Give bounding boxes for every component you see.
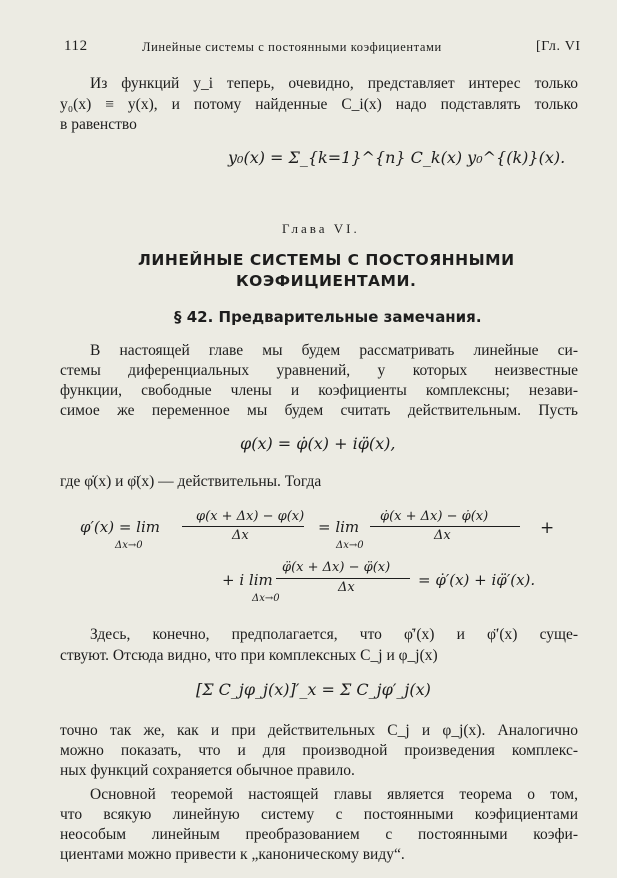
frac3-denominator: Δx — [338, 580, 355, 595]
limit-subscript-3: Δx→0 — [252, 593, 280, 604]
para1-line-1: В настоящей главе мы будем рассматривать линейные си- — [90, 342, 578, 359]
section-title: § 42. Предварительные замечания. — [174, 308, 482, 326]
frac2-denominator: Δx — [434, 528, 451, 543]
para1-line-2: стемы диференциальных уравнений, у которых неизвестные — [60, 362, 578, 379]
page-number: 112 — [64, 38, 88, 54]
para3-line-1: точно так же, как и при действительных C_j и φ_j(x). Аналогично — [60, 722, 578, 739]
frac2-numerator: φ̇(x + Δx) − φ̇(x) — [380, 509, 489, 524]
derivative-line2-prefix: + i lim — [222, 571, 273, 589]
derivative-lhs: φ′(x) = lim — [80, 518, 160, 536]
para1-line-3: функции, свободные члены и коэфициенты комплексны; незави- — [60, 382, 578, 399]
para4-line-1: Основной теоремой настоящей главы является теорема о том, — [90, 786, 578, 803]
para1-after: где φ̇(x) и φ̈(x) — действительны. Тогда — [60, 473, 322, 490]
frac1-bar — [182, 526, 304, 527]
para4-line-4: циентами можно привести к „каноническому виду“. — [60, 846, 405, 863]
para1-line-4: симое же переменное мы будем считать действительным. Пусть — [60, 402, 578, 419]
chapter-reference: [Гл. VI — [536, 39, 581, 54]
para4-line-2: что всякую линейную систему с постоянными коэфициентами — [60, 806, 578, 823]
frac3-bar — [276, 578, 410, 579]
intro-line-2: y₀(x) ≡ y(x), и потому найденные C_i(x) надо подставлять только — [60, 96, 578, 113]
frac3-numerator: φ̈(x + Δx) − φ̈(x) — [282, 560, 391, 575]
phi-decomposition-formula: φ(x) = φ̇(x) + iφ̈(x), — [240, 434, 396, 453]
frac1-numerator: φ(x + Δx) − φ(x) — [196, 509, 305, 524]
para3-line-3: ных функций сохраняется обычное правило. — [60, 762, 355, 779]
limit-subscript-2: Δx→0 — [336, 540, 364, 551]
chapter-label: Глава VI. — [282, 221, 360, 236]
frac1-denominator: Δx — [232, 528, 249, 543]
running-title: Линейные системы с постоянными коэфициентами — [142, 40, 442, 54]
frac2-bar — [370, 526, 520, 527]
chapter-title-line-1: ЛИНЕЙНЫЕ СИСТЕМЫ С ПОСТОЯННЫМИ — [138, 251, 515, 269]
intro-line-3: в равенство — [60, 116, 137, 133]
sum-derivative-formula: [Σ C_jφ_j(x)]′_x = Σ C_jφ′_j(x) — [196, 680, 431, 699]
chapter-title-line-2: КОЭФИЦИЕНТАМИ. — [236, 272, 417, 290]
intro-line-1: Из функций y_i теперь, очевидно, представляет интерес только — [90, 75, 578, 92]
intro-formula: y₀(x) = Σ_{k=1}^{n} C_k(x) y₀^{(k)}(x). — [228, 148, 566, 167]
derivative-rhs: = φ̇′(x) + iφ̈′(x). — [418, 571, 536, 589]
para3-line-2: можно показать, что и для производной произведения комплекс- — [60, 742, 578, 759]
para2-line-2: ствуют. Отсюда видно, что при комплексных C_j и φ_j(x) — [60, 647, 438, 664]
limit-subscript-1: Δx→0 — [115, 540, 143, 551]
para2-line-1: Здесь, конечно, предполагается, что φ̇′(x) и φ̈′(x) суще- — [90, 626, 578, 643]
book-page: 112 Линейные системы с постоянными коэфициентами [Гл. VI Из функций y_i теперь, очевидно, представляет интерес только y₀(x) ≡ y(x), и потому найденные C_i(x) надо подставлять только в равенство y₀(x) = Σ_{k=1}^{n} C_k(x) y₀^{(k)}(x). Глава VI. ЛИНЕЙНЫЕ СИСТЕМЫ С ПОСТОЯННЫМИ КОЭФИЦИЕНТАМИ. § 42. Предварительные замечания. В настоящей главе мы будем рассматривать линейные си- стемы диференциальных уравнений, у которых неизвестные функции, свободные члены и коэфициенты комплексны; незави- симое же переменное мы будем считать действительным. Пусть φ(x) = φ̇(x) + iφ̈(x), где φ̇(x) и φ̈(x) — действительны. Тогда φ′(x) = lim Δx→0 φ(x + Δx) − φ(x) Δx = lim Δx→0 φ̇(x + Δx) − φ̇(x) Δx + + i lim Δx→0 φ̈(x + Δx) − φ̈(x) Δx = φ̇′(x) + iφ̈′(x). Здесь, конечно, предполагается, что φ̇′(x) и φ̈′(x) суще- ствуют. Отсюда видно, что при комплексных C_j и φ_j(x) [Σ C_jφ_j(x)]′_x = Σ C_jφ′_j(x) точно так же, как и при действительных C_j и φ_j(x). Аналогично можно показать, что и для производной произведения комплекс- ных функций сохраняется обычное правило. Основной теоремой настоящей главы является теорема о том, что всякую линейную систему с постоянными коэфициентами неособым линейным преобразованием с постоянными коэфи- циентами можно привести к „каноническому виду“. — [60, 38, 581, 863]
para4-line-3: неособым линейным преобразованием с постоянными коэфи- — [60, 826, 578, 843]
